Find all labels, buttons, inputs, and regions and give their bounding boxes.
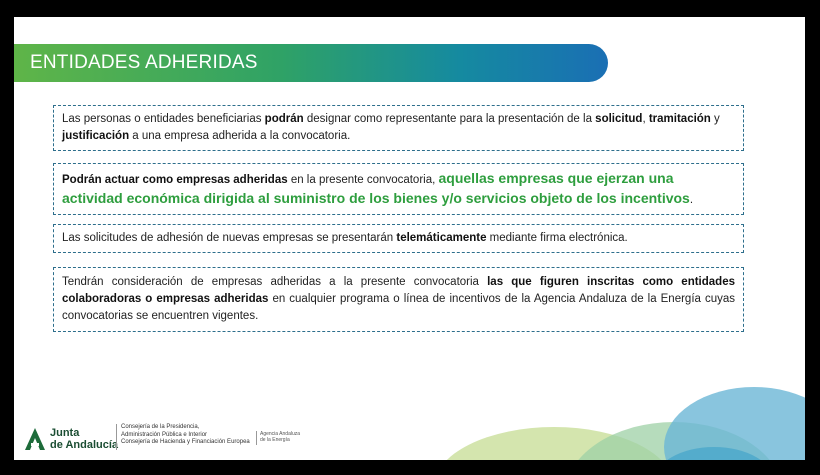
junta-logo-icon	[24, 427, 46, 451]
bold-text: solicitud	[595, 113, 643, 125]
text: designar como representante para la presentación de la	[303, 113, 596, 125]
highlight-text: aquellas empresas que ejerzan una actividad económica dirigida al suministro de los bienes y/o servicios objeto de los incentivos	[62, 170, 690, 206]
bold-text: telemáticamente	[396, 232, 487, 244]
text: a una empresa adherida a la convocatoria.	[129, 130, 351, 142]
agencia-logo-text	[256, 431, 300, 445]
text: ,	[642, 113, 649, 125]
junta-line-1: Junta	[50, 427, 80, 439]
info-box-telematic	[53, 224, 744, 253]
text: Las solicitudes de adhesión de nuevas empresas se presentarán	[62, 232, 397, 244]
page-title: ENTIDADES ADHERIDAS	[30, 52, 258, 73]
bold-text: las que figuren inscritas como entidades colaboradoras o empresas adheridas	[62, 276, 735, 305]
info-box-adhered-companies	[53, 163, 744, 215]
text: Tendrán consideración de empresas adheridas a la presente convocatoria	[62, 276, 488, 288]
info-box-consideration	[53, 267, 744, 332]
junta-line-2: de Andalucía	[50, 439, 119, 451]
text: mediante firma electrónica.	[486, 232, 628, 244]
consejeria-line-2: Administración Pública e Interior	[121, 431, 208, 438]
text: y	[710, 113, 720, 125]
consejeria-text	[116, 424, 250, 450]
agencia-line-1: Agencia Andaluza	[260, 431, 301, 437]
bold-text: podrán	[264, 113, 304, 125]
consejeria-line-3: Consejería de Hacienda y Financiación Europea	[121, 439, 250, 445]
junta-logo-text	[50, 427, 118, 451]
slide	[14, 17, 805, 460]
text: Las personas o entidades beneficiarias	[62, 113, 265, 125]
text: en la presente convocatoria,	[287, 174, 439, 186]
bold-text: justificación	[62, 130, 130, 142]
text: en cualquier programa o línea de incentivos de la Agencia Andaluza de la Energía cuyas convocatorias se encuentren vigentes.	[62, 293, 735, 322]
consejeria-line-1: Consejería de la Presidencia,	[121, 424, 200, 430]
bold-text: Podrán actuar como empresas adheridas	[62, 174, 288, 186]
bold-text: tramitación	[648, 113, 711, 125]
text: .	[689, 194, 694, 206]
info-box-representation	[53, 105, 744, 151]
agencia-line-2: de la Energía	[260, 437, 290, 443]
title-bar	[14, 44, 608, 82]
